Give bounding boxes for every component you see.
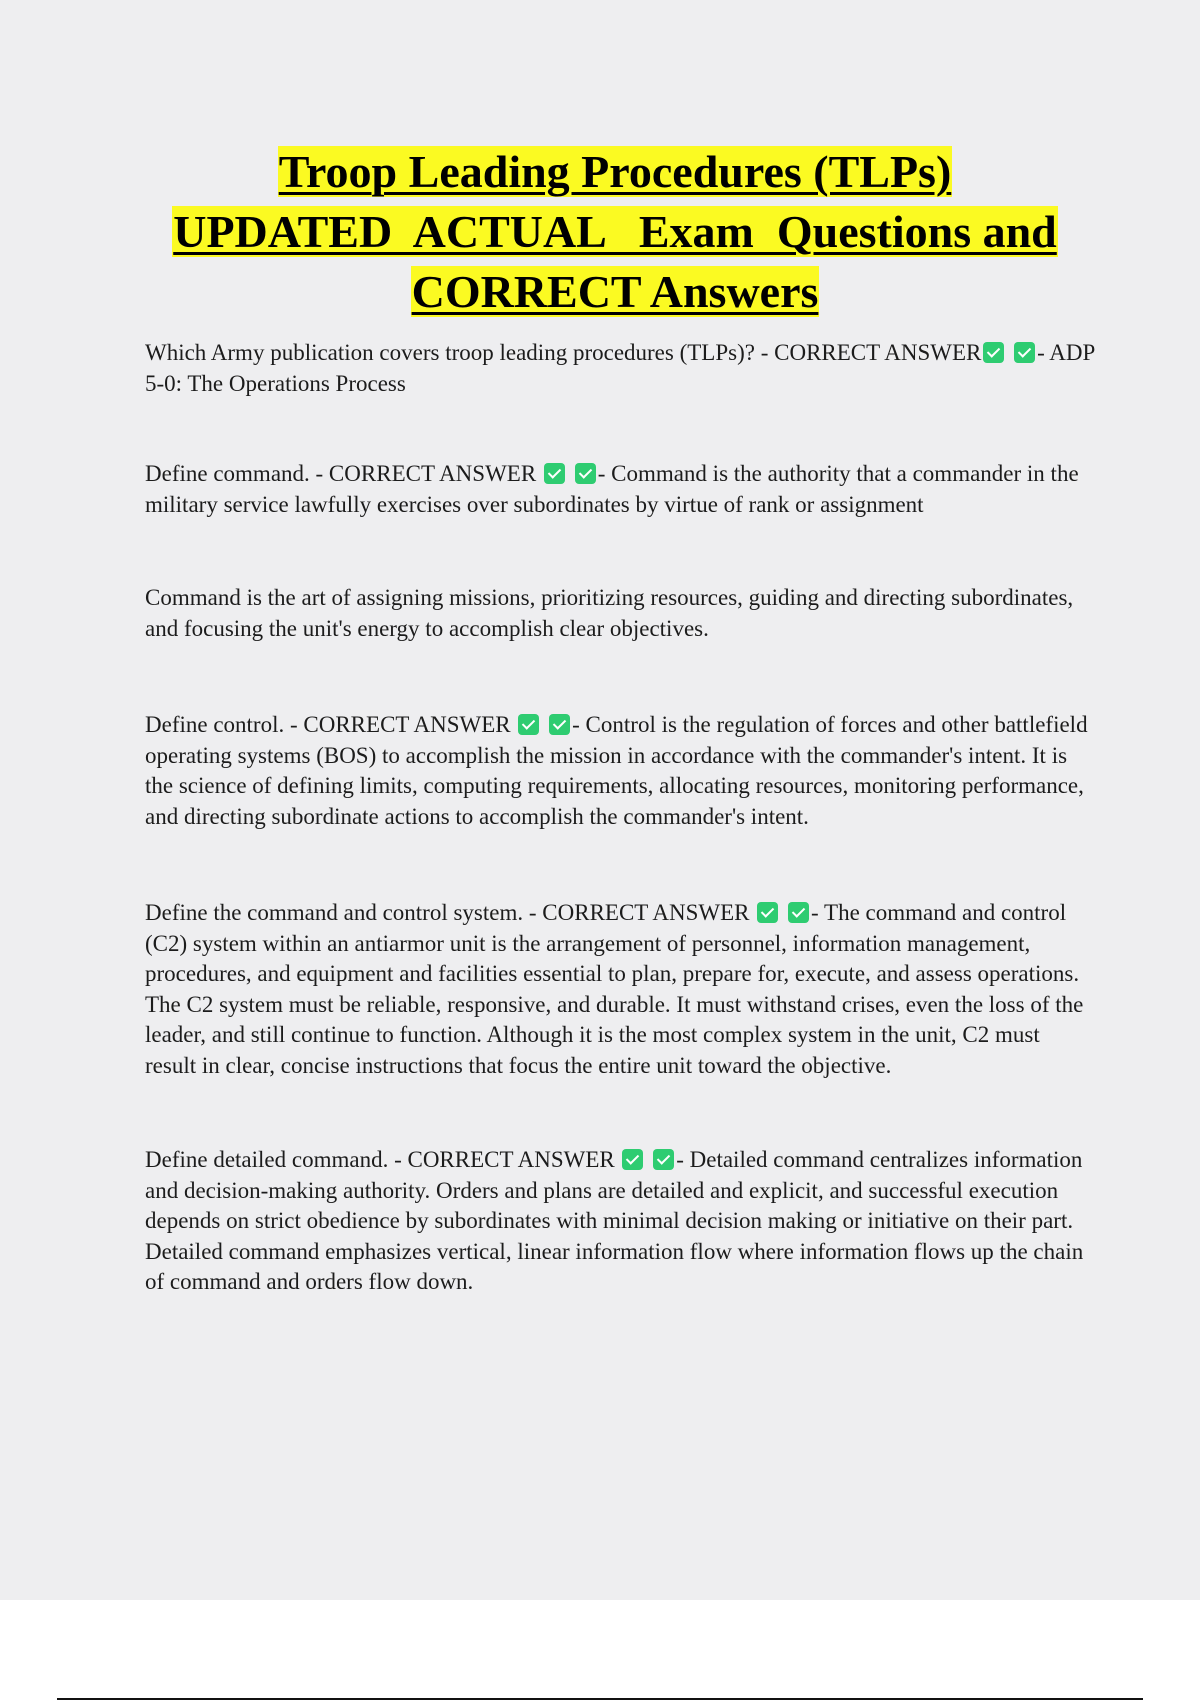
title-line-2: UPDATED ACTUAL Exam Questions and <box>173 206 1057 257</box>
qa-entry-control <box>145 710 1095 832</box>
title-line-1: Troop Leading Procedures (TLPs) <box>278 146 952 197</box>
check-icon <box>518 714 539 735</box>
title-line-3: CORRECT Answers <box>411 266 819 317</box>
paragraph-text: Command is the art of assigning missions, prioritizing resources, guiding and directing subordinates, and focusing the unit's energy to accomplish clear objectives. <box>145 585 1074 641</box>
question-text: Define the command and control system. - CORRECT ANSWER <box>145 900 750 925</box>
next-page-area <box>0 1600 1200 1700</box>
answer-text: - The command and control (C2) system within an antiarmor unit is the arrangement of personnel, information management, procedures, and equipment and facilities essential to plan, prepare for, execute, and assess operations. The C2 system must be reliable, responsive, and durable. It must withstand crises, even the loss of the leader, and still continue to function. Although it is the most complex system in the unit, C2 must result in clear, concise instructions that focus the entire unit toward the objective. <box>145 900 1084 1078</box>
check-icon <box>983 342 1004 363</box>
check-icon <box>757 902 778 923</box>
qa-entry-detailed-command <box>145 1145 1095 1298</box>
qa-entry-c2-system <box>145 898 1095 1081</box>
question-text: Which Army publication covers troop leading procedures (TLPs)? - CORRECT ANSWER <box>145 340 982 365</box>
check-icon <box>1014 342 1035 363</box>
command-paragraph <box>145 583 1095 644</box>
qa-content <box>145 338 1095 1298</box>
qa-entry-command <box>145 459 1095 520</box>
check-icon <box>575 463 596 484</box>
answer-text: - Command is the authority that a commander in the military service lawfully exercises over subordinates by virtue of rank or assignment <box>145 461 1079 517</box>
check-icon <box>622 1149 643 1170</box>
question-text: Define command. - CORRECT ANSWER <box>145 461 537 486</box>
qa-entry-publication <box>145 338 1095 399</box>
answer-text: - Detailed command centralizes information and decision-making authority. Orders and plans are detailed and explicit, and successful execution depends on strict obedience by subordinates with minimal decision making or initiative on their part. Detailed command emphasizes vertical, linear information flow where information flows up the chain of command and orders flow down. <box>145 1147 1084 1294</box>
check-icon <box>788 902 809 923</box>
check-icon <box>653 1149 674 1170</box>
answer-text: - ADP 5-0: The Operations Process <box>145 340 1095 396</box>
check-icon <box>544 463 565 484</box>
document-title <box>140 142 1090 322</box>
question-text: Define detailed command. - CORRECT ANSWER <box>145 1147 615 1172</box>
check-icon <box>549 714 570 735</box>
answer-text: - Control is the regulation of forces and other battlefield operating systems (BOS) to accomplish the mission in accordance with the commander's intent. It is the science of defining limits, computing requirements, allocating resources, monitoring performance, and directing subordinate actions to accomplish the commander's intent. <box>145 712 1088 829</box>
question-text: Define control. - CORRECT ANSWER <box>145 712 511 737</box>
